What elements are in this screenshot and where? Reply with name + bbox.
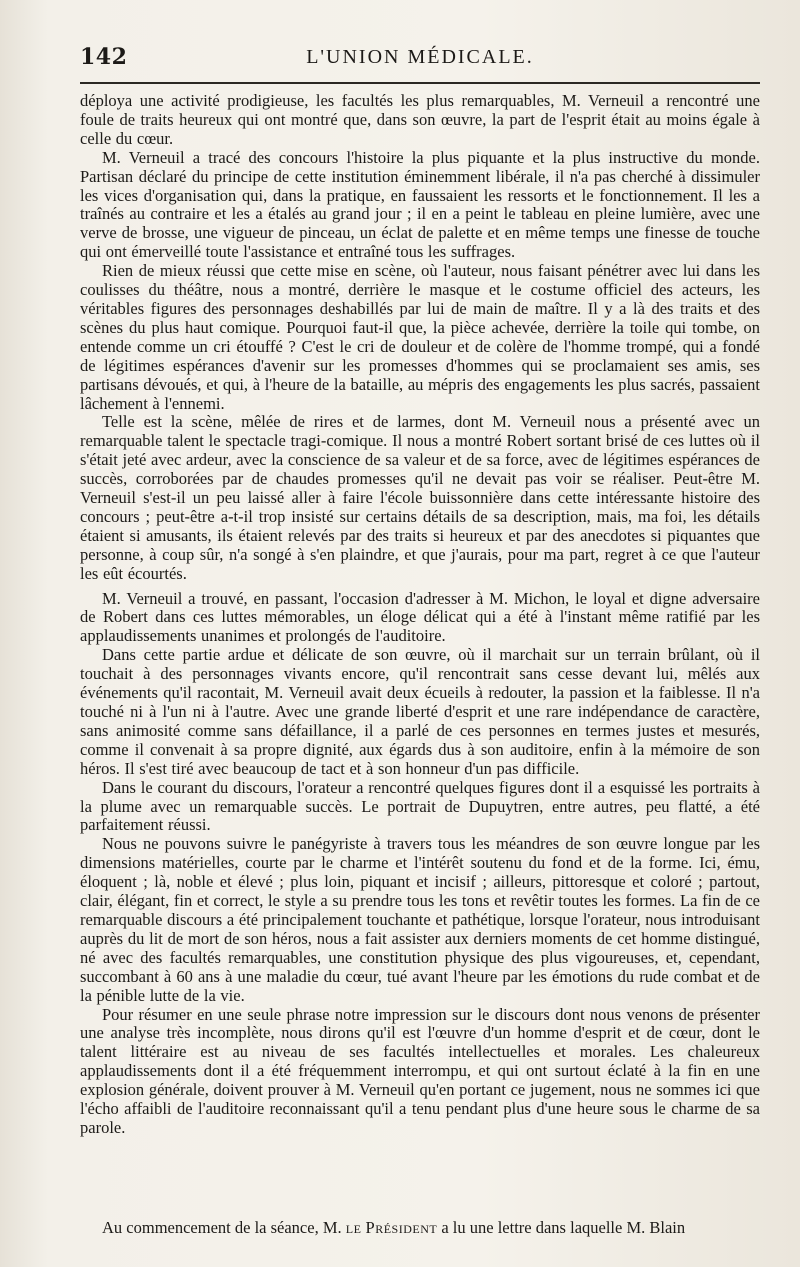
paragraph: Pour résumer en une seule phrase notre impression sur le discours dont nous venons de présenter une analyse très incomplète, nous dirons qu'il est l'œuvre d'un homme d'esprit et de cœur, dont le talent littéraire est au niveau de ses facultés intellectuelles et morales. Les chaleureux applaudissements dont il a été fréquemment interrompu, et qui ont surtout éclaté à la fin en une explosion générale, doivent prouver à M. Verneuil qu'en portant ce jugement, nous ne sommes ici que l'écho affaibli de l'auditoire reconnaissant qu'il a tenu pendant plus d'une heure sous le charme de sa parole. <box>80 1004 760 1137</box>
closing-line-president: Président <box>365 1218 438 1237</box>
running-title: L'UNION MÉDICALE. <box>306 46 534 68</box>
paragraph: Dans cette partie ardue et délicate de son œuvre, où il marchait sur un terrain brûlant, où il touchait à des personnages vivants encore, qu'il rencontrait sans cesse devant lui, mêlés aux événements qu'il racontait, M. Verneuil avait deux écueils à redouter, la passion et la faiblesse. Il n'a touché ni à l'un ni à l'autre. Avec une grande liberté d'esprit et une rare indépendance de caractère, sans animosité comme sans défaillance, il a parlé de ces personnes en termes justes et mesurés, comme il convenait à sa propre dignité, aux égards dus à son auditoire, enfin à la mémoire de son héros. Il s'est tiré avec beaucoup de tact et à son honneur d'un pas difficile. <box>80 645 760 778</box>
paragraph: M. Verneuil a trouvé, en passant, l'occasion d'adresser à M. Michon, le loyal et digne adversaire de Robert dans ces luttes mémorables, un éloge délicat qui a été à l'instant même ratifié par les applaudissements unanimes et prolongés de l'auditoire. <box>80 588 760 646</box>
closing-line-start: Au commencement de la séance, M. <box>102 1218 342 1237</box>
paragraph: Rien de mieux réussi que cette mise en scène, où l'auteur, nous faisant pénétrer avec lui dans les coulisses du théâtre, nous a montré, derrière le masque et le costume officiel des acteurs, les véritables figures des personnages deshabillés par lui de main de maître. Il y a là des traits et des scènes du plus haut comique. Pourquoi faut-il que, la pièce achevée, derrière la toile qui tombe, on entende comme un cri étouffé ? C'est le cri de douleur et de colère de l'homme trompé, qui a fondé de légitimes espérances d'avenir sur les promesses d'hommes qui se proclamaient ses amis, ses partisans dévoués, et qui, à l'heure de la bataille, au mépris des engagements les plus sacrés, passaient lâchement à l'ennemi. <box>80 261 760 413</box>
closing-line-le: le <box>345 1218 362 1237</box>
article-body <box>80 92 760 1138</box>
closing-line <box>80 1218 760 1237</box>
paragraph: Dans le courant du discours, l'orateur a rencontré quelques figures dont il a esquissé les portraits à la plume avec un remarquable succès. Le portrait de Dupuytren, entre autres, peu flatté, a été parfaitement réussi. <box>80 777 760 835</box>
paragraph: Telle est la scène, mêlée de rires et de larmes, dont M. Verneuil nous a présenté avec un remarquable talent le spectacle tragi-comique. Il nous a montré Robert sortant brisé de ces luttes où il s'était jeté avec ardeur, avec la conscience de sa valeur et de sa force, avec de légitimes espérances de succès, corroborées par de chaudes promesses qu'il ne devait pas voir se réaliser. Peut-être M. Verneuil s'est-il un peu laissé aller à faire l'école buissonnière dans cette intéressante histoire des concours ; peut-être a-t-il trop insisté sur certains détails de sa description, mais, ma foi, les détails étaient si amusants, ils étaient relevés par des traits si heureux et par des anecdotes si piquantes que personne, à coup sûr, n'a songé à s'en plaindre, et que j'aurais, pour ma part, regret à ce que l'auteur les eût écourtés. <box>80 412 760 583</box>
header-rule <box>80 82 760 84</box>
paragraph: M. Verneuil a tracé des concours l'histoire la plus piquante et la plus instructive du monde. Partisan déclaré du principe de cette institution éminemment libérale, il n'a pas cherché à dissimuler les vices d'organisation qui, dans la pratique, en faussaient les ressorts et le fonctionnement. Il les a traînés au contraire et les a étalés au grand jour ; il en a peint le tableau en pleine lumière, avec une verve de brosse, une vigueur de pinceau, un éclat de palette et en même temps une finesse de touche qui ont émerveillé toute l'assistance et entraîné tous les suffrages. <box>80 147 760 262</box>
paragraph: Nous ne pouvons suivre le panégyriste à travers tous les méandres de son œuvre longue par les dimensions matérielles, courte par le charme et l'intérêt soutenu du fond et de la forme. Ici, ému, éloquent ; là, noble et élevé ; plus loin, piquant et incisif ; ailleurs, pittoresque et coloré ; partout, clair, élégant, fin et correct, le style a su prendre tous les tons et revêtir toutes les formes. La fin de ce remarquable discours a été principalement touchante et pathétique, lorsque l'orateur, nous introduisant auprès du lit de mort de son héros, nous a fait assister aux derniers moments de cet homme distingué, né avec des facultés remarquables, une constitution physique des plus vigoureuses, et, cependant, succombant à 60 ans à une maladie du cœur, tué avant l'heure par les émotions du rude combat et de la pénible lutte de la vie. <box>80 834 760 1005</box>
page-header <box>80 44 760 78</box>
paragraph: déploya une activité prodigieuse, les facultés les plus remarquables, M. Verneuil a rencontré une foule de traits heureux qui ont montré que, dans son œuvre, la part de l'esprit était au moins égale à celle du cœur. <box>80 91 760 148</box>
page-number: 142 <box>80 44 128 70</box>
closing-line-end: a lu une lettre dans laquelle M. Blain <box>441 1218 686 1237</box>
